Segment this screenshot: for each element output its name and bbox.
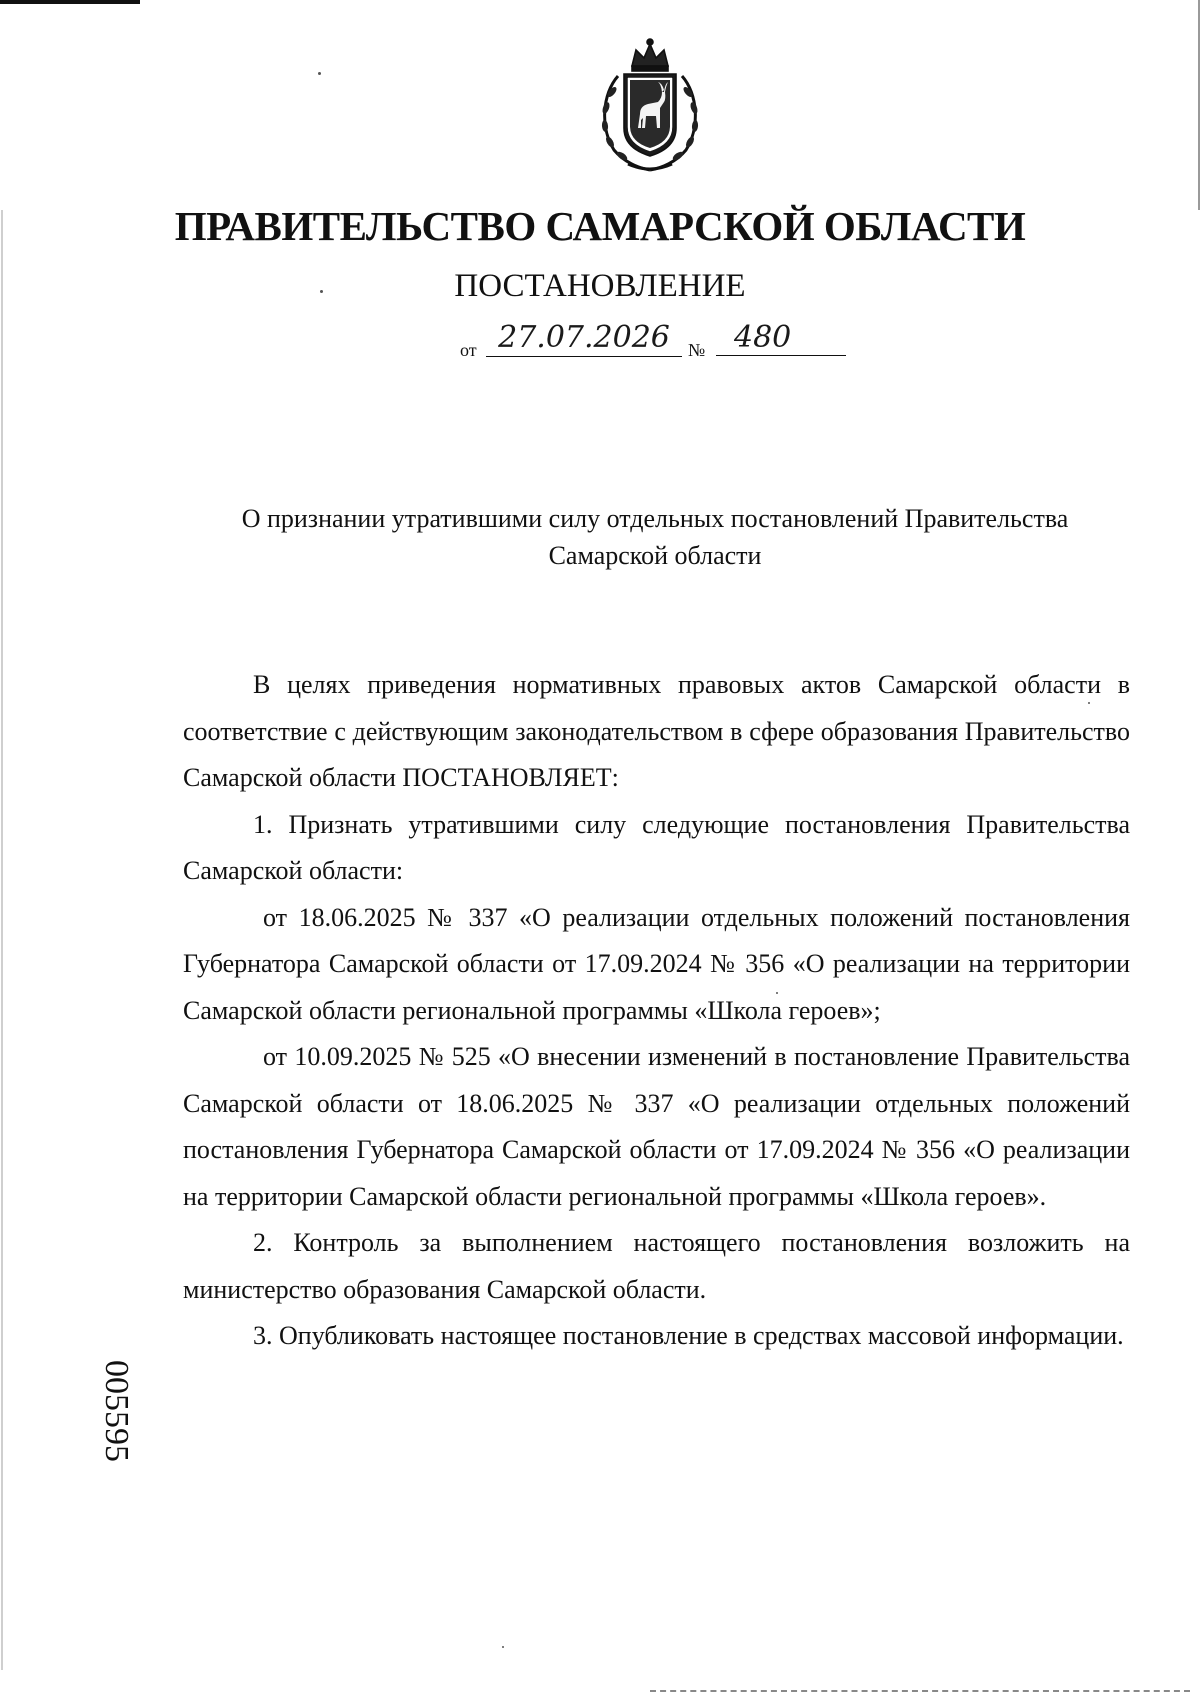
document-date: 27.07.2026	[486, 320, 682, 357]
number-prefix: №	[688, 340, 706, 360]
subject-line-2: Самарской области	[548, 541, 762, 570]
scan-edge-bottom	[650, 1690, 1190, 1692]
item-1b-paragraph: от 10.09.2025 № 525 «О внесении изменений в постановление Правительства Самарской области от 18.06.2025 № 337 «О реализации отдельных положений постановления Губернатора Самарской области от 17.09.2024 № 356 «О реализации на территории Самарской области региональной программы «Школа героев».	[183, 1042, 1130, 1211]
preamble-paragraph: В целях приведения нормативных правовых актов Самарской области в соответствие с действующим законодательством в сфере образования Правительство Самарской области ПОСТАНОВЛЯЕТ:	[183, 670, 1130, 792]
document-number: 480	[716, 320, 846, 356]
samara-coat-of-arms-icon	[588, 36, 712, 174]
scan-speck	[318, 72, 321, 75]
item-3-paragraph: 3. Опубликовать настоящее постановление в средствах массовой информации.	[253, 1321, 1124, 1350]
document-subject	[180, 500, 1130, 574]
side-serial-number-text: 005595	[98, 1360, 135, 1462]
item-1a-paragraph: от 18.06.2025 № 337 «О реализации отдельных положений постановления Губернатора Самарской области от 17.09.2024 № 356 «О реализации на территории Самарской области региональной программы «Школа героев»;	[183, 902, 1130, 1025]
org-title: ПРАВИТЕЛЬСТВО САМАРСКОЙ ОБЛАСТИ	[174, 203, 1026, 249]
document-type: ПОСТАНОВЛЕНИЕ	[454, 268, 746, 304]
document-body	[183, 662, 1130, 1360]
date-number-line	[460, 320, 860, 364]
item-1-paragraph: 1. Признать утратившими силу следующие постановления Правительства Самарской области:	[183, 809, 1130, 885]
item-2-paragraph: 2. Контроль за выполнением настоящего постановления возложить на министерство образования Самарской области.	[183, 1228, 1130, 1304]
scan-edge-left	[1, 210, 3, 1670]
scan-speck	[502, 1646, 504, 1648]
date-prefix: от	[460, 340, 477, 360]
subject-line-1: О признании утратившими силу отдельных постановлений Правительства	[241, 504, 1069, 533]
scan-edge-top	[0, 0, 140, 4]
